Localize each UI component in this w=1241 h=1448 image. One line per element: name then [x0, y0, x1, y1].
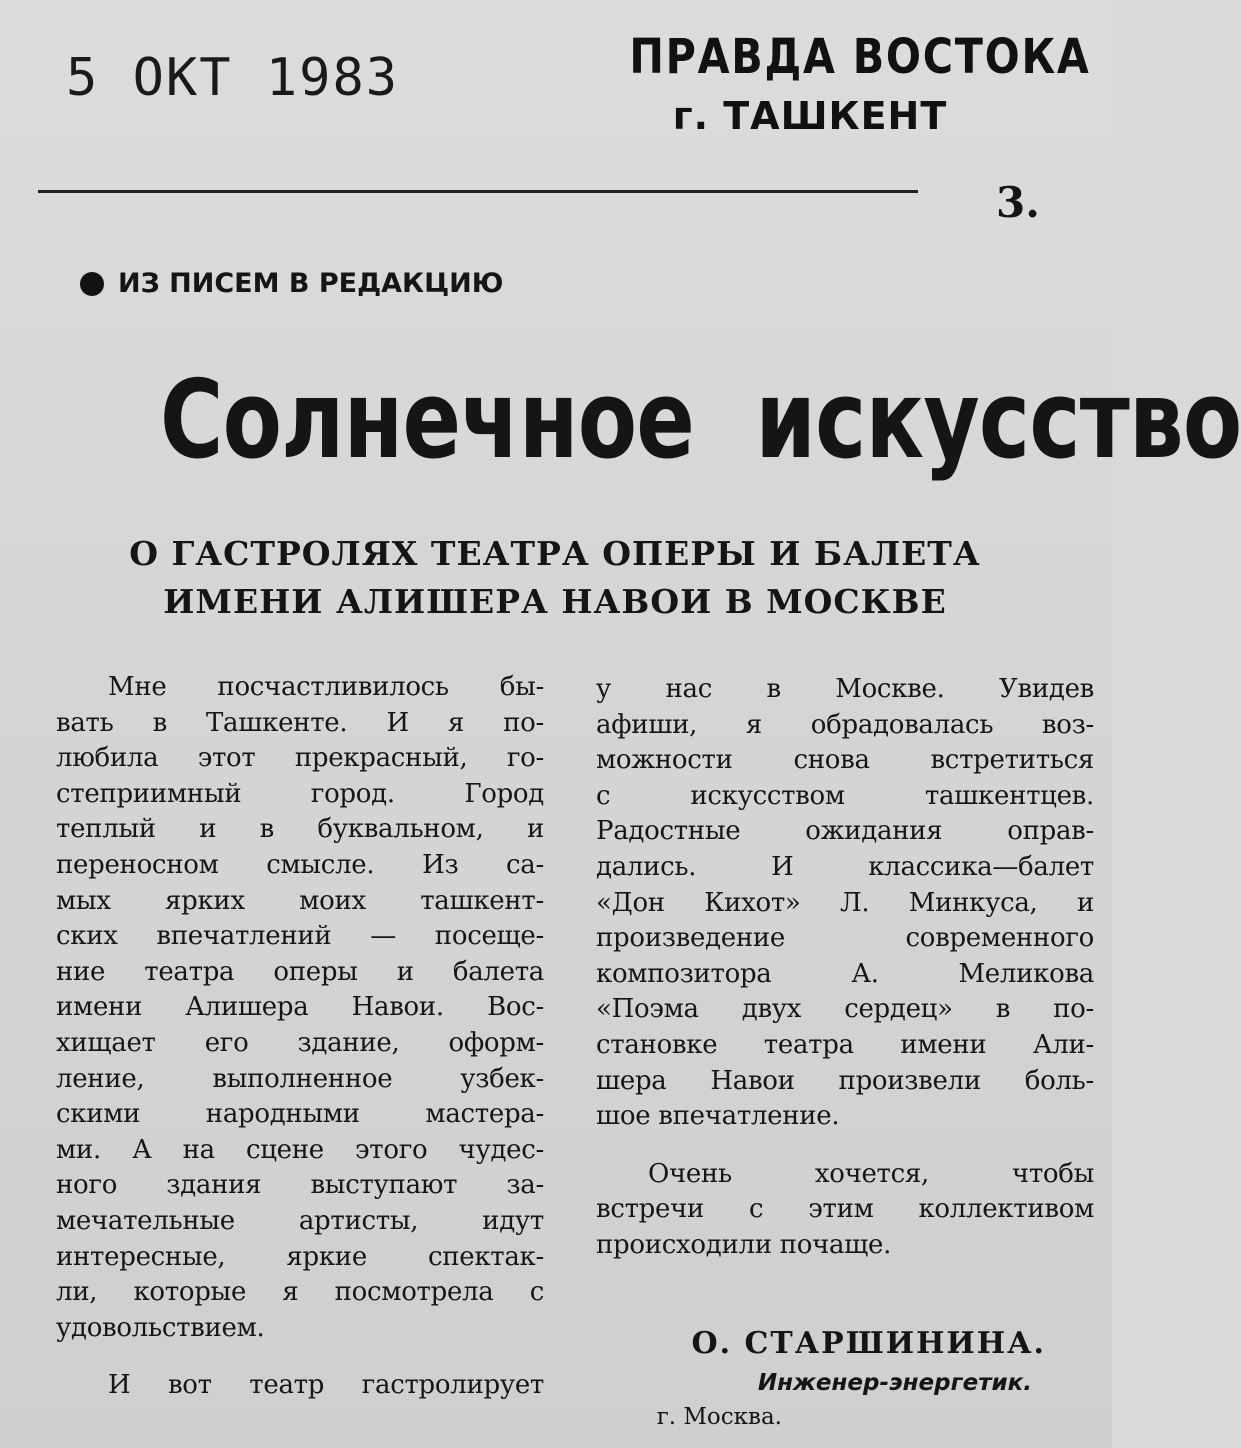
author-title: Инженер-энергетик.: [757, 1370, 1032, 1396]
text-line: встречи с этим коллективом: [596, 1194, 1094, 1225]
text-line: становке театра имени Али-: [596, 1029, 1094, 1060]
header-rule: [38, 190, 918, 193]
text-line: шое впечатление.: [596, 1101, 840, 1132]
text-line: ских впечатлений — посеще-: [56, 921, 544, 952]
text-line: Радостные ожидания оправ-: [596, 816, 1094, 847]
text-line: ли, которые я посмотрела с: [56, 1277, 544, 1308]
text-line: степриимный город. Город: [56, 778, 544, 809]
text-line: имени Алишера Навои. Вос-: [56, 992, 544, 1023]
author-name: О. СТАРШИНИНА.: [691, 1326, 1046, 1361]
text-line: ми. А на сцене этого чудес-: [56, 1134, 544, 1165]
text-line: «Дон Кихот» Л. Минкуса, и: [596, 887, 1094, 918]
text-line: мых ярких моих ташкент-: [56, 885, 544, 916]
text-line: переносном смысле. Из са-: [56, 849, 544, 880]
article-headline: Солнечное искусство: [160, 358, 1241, 483]
subheadline-line: О ГАСТРОЛЯХ ТЕАТРА ОПЕРЫ И БАЛЕТА: [129, 534, 981, 573]
date-stamp: 5 ОКТ 1983: [66, 48, 400, 108]
text-line: ние театра оперы и балета: [56, 956, 544, 987]
text-line: можности снова встретиться: [596, 745, 1094, 776]
article-column-right: [596, 672, 1094, 1264]
subheadline-line: ИМЕНИ АЛИШЕРА НАВОИ В МОСКВЕ: [163, 582, 947, 621]
text-line: ление, выполненное узбек-: [56, 1063, 544, 1094]
text-line: вать в Ташкенте. И я по-: [56, 707, 544, 738]
text-line: произведение современного: [596, 923, 1094, 954]
text-line: удовольствием.: [56, 1312, 265, 1343]
text-line: шера Навои произвели боль-: [596, 1065, 1094, 1096]
text-line: мечательные артисты, идут: [56, 1205, 544, 1236]
page-number: 3.: [996, 178, 1040, 227]
newspaper-name: ПРАВДА ВОСТОКА: [629, 29, 1091, 85]
text-line: интересные, яркие спектак-: [56, 1241, 544, 1272]
text-line: у нас в Москве. Увидев: [596, 674, 1094, 704]
newspaper-city: г. ТАШКЕНТ: [672, 94, 948, 138]
text-line: афиши, я обрадовалась воз-: [596, 709, 1094, 740]
text-line: Очень хочется, чтобы: [648, 1158, 1094, 1189]
text-line: И вот театр гастролирует: [108, 1370, 544, 1401]
rubric: [80, 268, 503, 299]
text-line: хищает его здание, оформ-: [56, 1027, 544, 1058]
bullet-icon: [80, 272, 104, 296]
text-line: ного здания выступают за-: [56, 1170, 544, 1201]
author-city: г. Москва.: [656, 1404, 782, 1430]
article-column-left: [56, 670, 544, 1404]
text-line: Мне посчастливилось бы-: [108, 672, 544, 702]
text-line: любила этот прекрасный, го-: [56, 743, 544, 774]
article-subheadline: [40, 530, 1070, 626]
text-line: композитора А. Меликова: [596, 958, 1094, 989]
text-line: «Поэма двух сердец» в по-: [596, 994, 1094, 1025]
text-line: теплый и в буквальном, и: [56, 814, 544, 845]
rubric-label: ИЗ ПИСЕМ В РЕДАКЦИЮ: [118, 268, 504, 299]
text-line: скими народными мастера-: [56, 1099, 544, 1130]
text-line: с искусством ташкентцев.: [596, 780, 1094, 811]
text-line: происходили почаще.: [596, 1229, 892, 1260]
newspaper-stamp: [600, 28, 1091, 138]
text-line: дались. И классика—балет: [596, 851, 1094, 882]
